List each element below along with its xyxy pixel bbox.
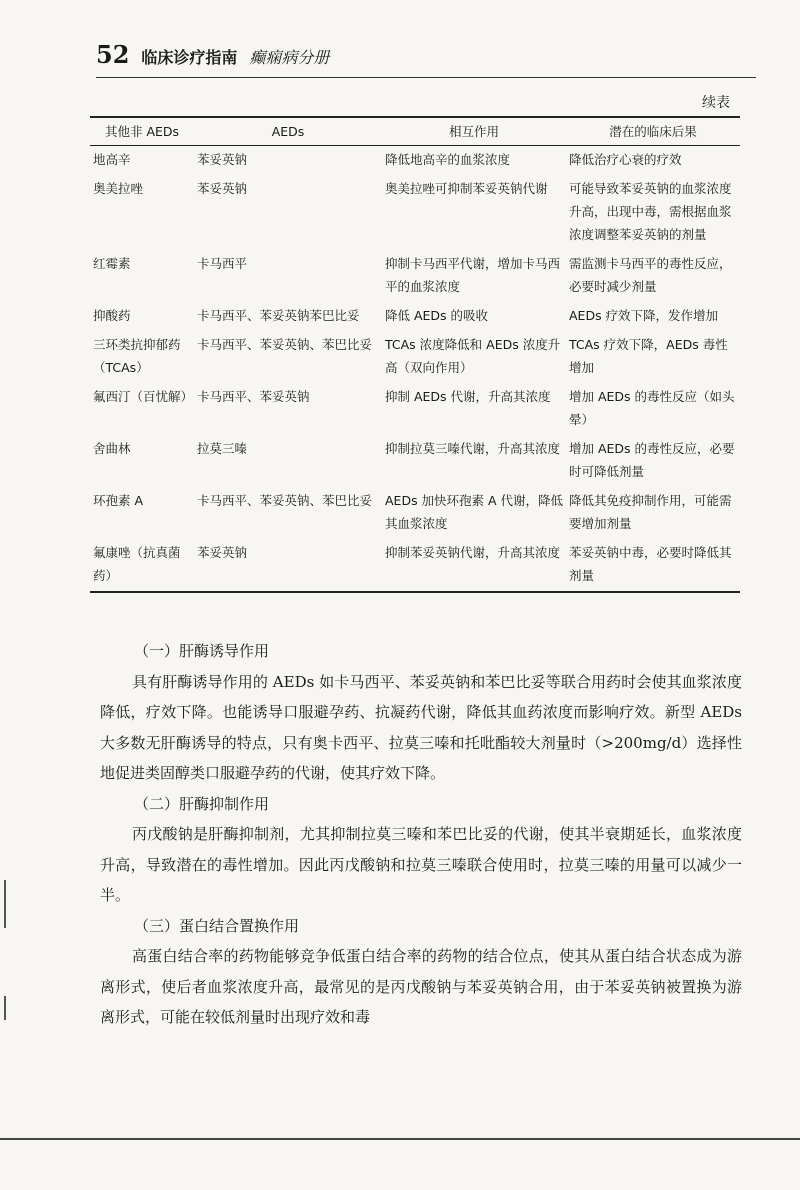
cell-aeds: 卡马西平、苯妥英钠、苯巴比妥 xyxy=(197,493,373,508)
column-header: 潜在的临床后果 xyxy=(566,117,740,146)
scan-margin-mark xyxy=(4,880,6,928)
cell-aeds: 卡马西平、苯妥英钠、苯巴比妥 xyxy=(197,337,373,352)
cell-interaction: 抑制苯妥英钠代谢，升高其浓度 xyxy=(382,539,566,592)
cell-drug: 地高辛 xyxy=(93,152,131,167)
cell-aeds: 苯妥英钠 xyxy=(197,152,248,167)
book-subtitle: 癫痫病分册 xyxy=(249,48,330,67)
cell-drug: 舍曲林 xyxy=(93,441,131,456)
table-row xyxy=(90,250,740,302)
cell-consequence: 苯妥英钠中毒，必要时降低其剂量 xyxy=(566,539,740,592)
scan-margin-mark xyxy=(4,996,6,1020)
cell-consequence: AEDs 疗效下降，发作增加 xyxy=(569,308,719,323)
cell-consequence: TCAs 疗效下降，AEDs 毒性增加 xyxy=(569,337,728,375)
page-number: 52 xyxy=(96,40,130,69)
cell-aeds: 苯妥英钠 xyxy=(194,539,382,592)
section-paragraph: 丙戊酸钠是肝酶抑制剂，尤其抑制拉莫三嗪和苯巴比妥的代谢，使其半衰期延长，血浆浓度升高，导致潜在的毒性增加。因此丙戊酸钠和拉莫三嗪联合使用时，拉莫三嗪的用量可以减少一半。 xyxy=(100,825,742,904)
body-text xyxy=(100,636,742,1033)
cell-aeds: 苯妥英钠 xyxy=(197,181,248,196)
cell-aeds: 卡马西平 xyxy=(197,256,248,271)
section-heading: （三）蛋白结合置换作用 xyxy=(134,916,300,935)
section-heading: （二）肝酶抑制作用 xyxy=(134,794,270,813)
cell-interaction: 抑制卡马西平代谢，增加卡马西平的血浆浓度 xyxy=(385,256,561,294)
continued-label: 续表 xyxy=(702,95,730,111)
cell-drug: 奥美拉唑 xyxy=(93,181,144,196)
cell-interaction: 抑制拉莫三嗪代谢，升高其浓度 xyxy=(385,441,561,456)
drug-interaction-table xyxy=(90,116,740,593)
table-header-row xyxy=(90,117,740,146)
table-row xyxy=(90,302,740,331)
cell-interaction: TCAs 浓度降低和 AEDs 浓度升高（双向作用） xyxy=(385,337,561,375)
cell-drug: 抑酸药 xyxy=(93,308,131,323)
cell-aeds: 卡马西平、苯妥英钠 xyxy=(197,389,310,404)
cell-drug: 环孢素 A xyxy=(93,493,144,508)
cell-interaction: 奥美拉唑可抑制苯妥英钠代谢 xyxy=(385,181,548,196)
column-header: 其他非 AEDs xyxy=(90,117,194,146)
cell-consequence: 可能导致苯妥英钠的血浆浓度升高，出现中毒，需根据血浆浓度调整苯妥英钠的剂量 xyxy=(569,181,732,242)
table-row xyxy=(90,487,740,539)
section-heading: （一）肝酶诱导作用 xyxy=(134,642,270,660)
table-row xyxy=(90,175,740,250)
cell-consequence: 降低其免疫抑制作用，可能需要增加剂量 xyxy=(569,493,732,531)
table-row xyxy=(90,539,740,592)
cell-drug: 氟西汀（百忧解） xyxy=(93,389,194,404)
column-header: 相互作用 xyxy=(382,117,566,146)
cell-interaction: 抑制 AEDs 代谢，升高其浓度 xyxy=(385,389,551,404)
section-paragraph: 具有肝酶诱导作用的 AEDs 如卡马西平、苯妥英钠和苯巴比妥等联合用药时会使其血浆浓度降低，疗效下降。也能诱导口服避孕药、抗凝药代谢，降低其血药浓度而影响疗效。新型 AEDs 大多数无肝酶诱导的特点，只有奥卡西平、拉莫三嗪和托吡酯较大剂量时（>200mg/d）选择性地促进类固醇类口服避孕药的代谢，使其疗效下降。 xyxy=(100,672,742,782)
cell-aeds: 卡马西平、苯妥英钠苯巴比妥 xyxy=(197,308,360,323)
footer-rule xyxy=(0,1138,800,1140)
column-header: AEDs xyxy=(194,117,382,146)
cell-drug: 红霉素 xyxy=(93,256,131,271)
cell-drug: 氟康唑（抗真菌药） xyxy=(90,539,194,592)
cell-interaction: 降低地高辛的血浆浓度 xyxy=(385,152,511,167)
table-row xyxy=(90,383,740,435)
cell-interaction: 降低 AEDs 的吸收 xyxy=(385,308,489,323)
book-title: 临床诊疗指南 xyxy=(141,48,238,67)
header-rule xyxy=(96,77,756,78)
cell-aeds: 拉莫三嗪 xyxy=(197,441,248,456)
cell-interaction: AEDs 加快环孢素 A 代谢，降低其血浆浓度 xyxy=(385,493,564,531)
cell-consequence: 增加 AEDs 的毒性反应，必要时可降低剂量 xyxy=(569,441,735,479)
table-row xyxy=(90,331,740,383)
section-paragraph: 高蛋白结合率的药物能够竞争低蛋白结合率的药物的结合位点，使其从蛋白结合状态成为游离形式，使后者血浆浓度升高，最常见的是丙戊酸钠与苯妥英钠合用，由于苯妥英钠被置换为游离形式，可能在较低剂量时出现疗效和毒 xyxy=(100,947,742,1026)
cell-consequence: 需监测卡马西平的毒性反应，必要时减少剂量 xyxy=(569,256,732,294)
cell-consequence: 降低治疗心衰的疗效 xyxy=(569,152,682,167)
cell-drug: 三环类抗抑郁药（TCAs） xyxy=(93,337,181,375)
cell-consequence: 增加 AEDs 的毒性反应（如头晕） xyxy=(569,389,735,427)
table-row xyxy=(90,435,740,487)
page-header xyxy=(96,40,756,74)
table-row xyxy=(90,146,740,176)
